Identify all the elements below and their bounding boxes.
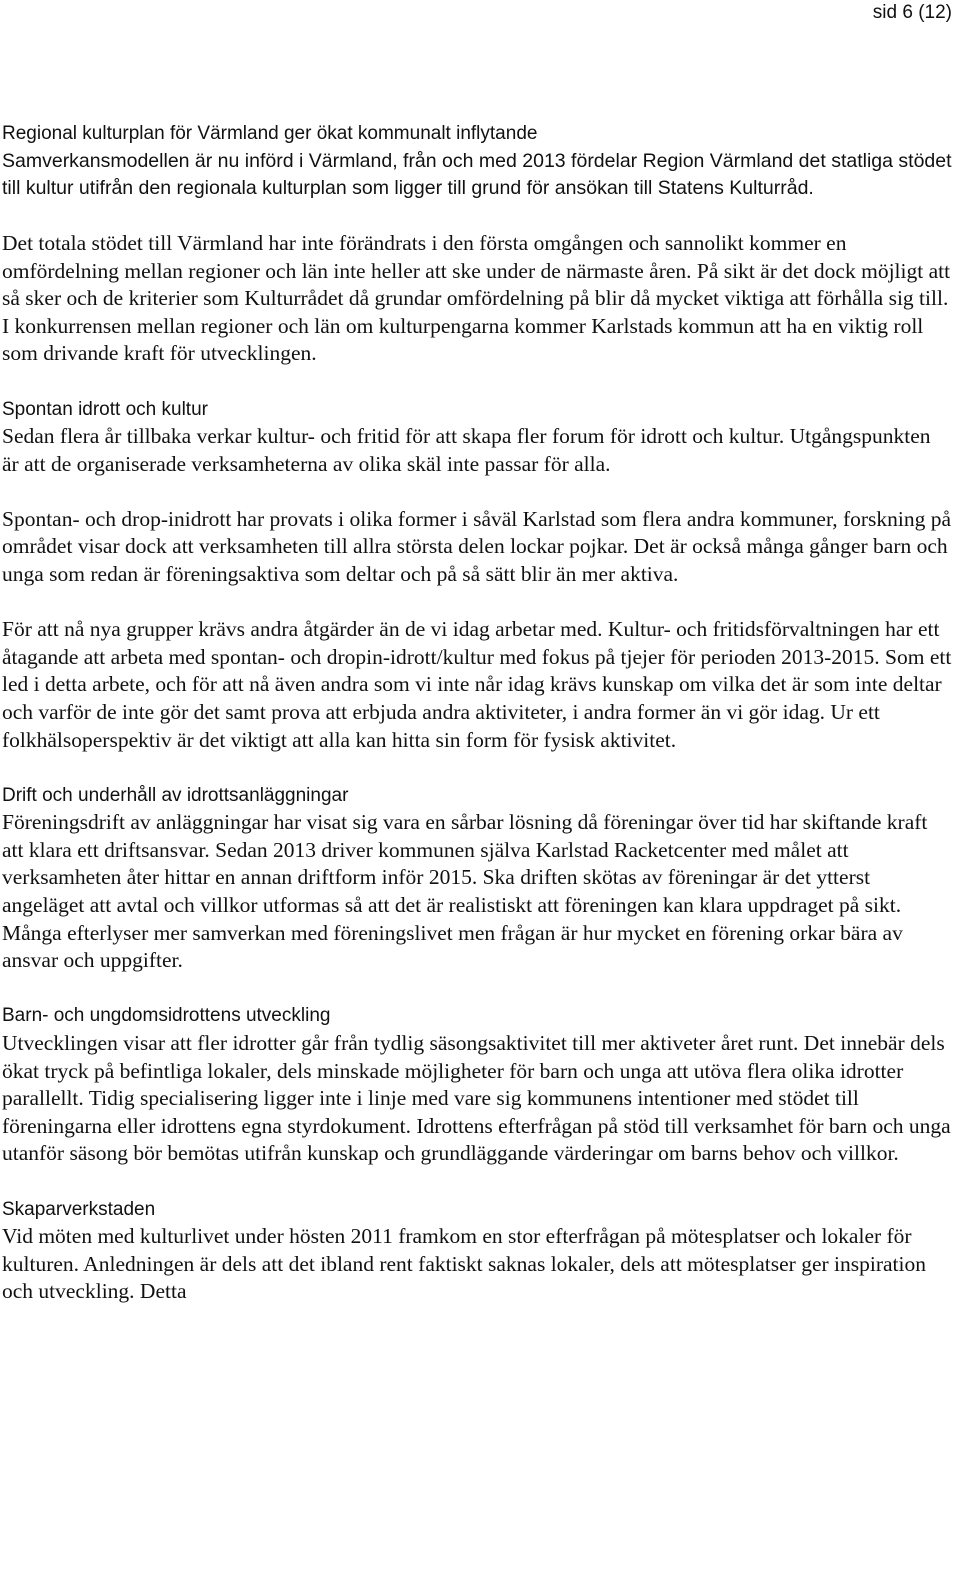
section-intro-paragraph: Samverkansmodellen är nu införd i Värmland, från och med 2013 fördelar Region Värmland det statliga stödet till kultur utifrån den regionala kulturplan som ligger till grund för ansökan till Statens Kulturråd.: [2, 149, 952, 199]
body-paragraph: Spontan- och drop-inidrott har provats i olika former i såväl Karlstad som flera andra kommuner, forskning på området visar dock att verksamheten till allra största delen lockar pojkar. Det är också många gånger barn och unga som redan är föreningsaktiva som deltar och på så sätt blir än mer aktiva.: [2, 506, 952, 587]
document-body: [2, 120, 952, 1333]
section-heading: Spontan idrott och kultur: [2, 398, 208, 420]
body-paragraph: Föreningsdrift av anläggningar har visat sig vara en sårbar lösning då föreningar över tid har skiftande kraft att klara ett driftsansvar. Sedan 2013 driver kommunen själva Karlstad Racketcenter med målet att verksamheten åter hittar en annan driftform inför 2015. Ska driften skötas av föreningar är det ytterst angeläget att avtal och villkor utformas så att det är realistiskt att föreningen kan klara uppdraget på sikt. Många efterlyser mer samverkan med föreningslivet men frågan är hur mycket en förening orkar bära av ansvar och uppgifter.: [2, 810, 928, 973]
section-heading: Barn- och ungdomsidrottens utveckling: [2, 1005, 331, 1027]
section-barn-ungdomsidrott: [2, 1002, 952, 1167]
section-spontan-idrott: [2, 396, 952, 755]
body-paragraph: För att nå nya grupper krävs andra åtgärder än de vi idag arbetar med. Kultur- och fritidsförvaltningen har ett åtagande att arbeta med spontan- och dropin-idrott/kultur med fokus på tjejer för perioden 2013-2015. Som ett led i detta arbete, och för att nå även andra som vi inte når idag krävs kunskap om vilka det är som inte deltar och varför de inte gör det samt prova att erbjuda andra aktiviteter, i andra former än vi gör idag. Ur ett folkhälsoperspektiv är det viktigt att alla kan hitta sin form för fysisk aktivitet.: [2, 617, 952, 752]
body-paragraph: Utvecklingen visar att fler idrotter går från tydlig säsongsaktivitet till mer aktiveter året runt. Det innebär dels ökat tryck på befintliga lokaler, dels minskade möjligheter för barn och unga att utöva flera olika idrotter parallellt. Tidig specialisering ligger inte i linje med vare sig kommunens intentioner med stödet till föreningarna eller idrottens egna styrdokument. Idrottens efterfrågan på stöd till verksamhet för barn och unga utanför säsong bör bemötas utifrån kunskap och grundläggande värderingar om barns behov och villkor.: [2, 1030, 951, 1166]
section-heading: Skaparverkstaden: [2, 1198, 156, 1220]
section-heading: Regional kulturplan för Värmland ger ökat kommunalt inflytande: [2, 123, 538, 144]
section-regional-kulturplan: [2, 120, 952, 368]
section-heading: Drift och underhåll av idrottsanläggningar: [2, 784, 349, 806]
section-drift-underhall: [2, 782, 952, 975]
body-paragraph: Sedan flera år tillbaka verkar kultur- och fritid för att skapa fler forum för idrott och kultur. Utgångspunkten är att de organiserade verksamheterna av olika skäl inte passar för alla.: [2, 424, 931, 476]
section-skaparverkstaden: [2, 1196, 952, 1306]
body-paragraph: Vid möten med kulturlivet under hösten 2011 framkom en stor efterfrågan på mötesplatser och lokaler för kulturen. Anledningen är dels att det ibland rent faktiskt saknas lokaler, dels att mötesplatser ger inspiration och utveckling. Detta: [2, 1224, 926, 1304]
body-paragraph: Det totala stödet till Värmland har inte förändrats i den första omgången och sannolikt kommer en omfördelning mellan regioner och län inte heller att ske under de närmaste åren. På sikt är det dock möjligt att så sker och de kriterier som Kulturrådet då grundar omfördelning på blir då mycket viktiga att förhålla sig till. I konkurrensen mellan regioner och län om kulturpengarna kommer Karlstads kommun att ha en viktig roll som drivande kraft för utvecklingen.: [2, 231, 951, 366]
page-number: sid 6 (12): [872, 2, 952, 23]
